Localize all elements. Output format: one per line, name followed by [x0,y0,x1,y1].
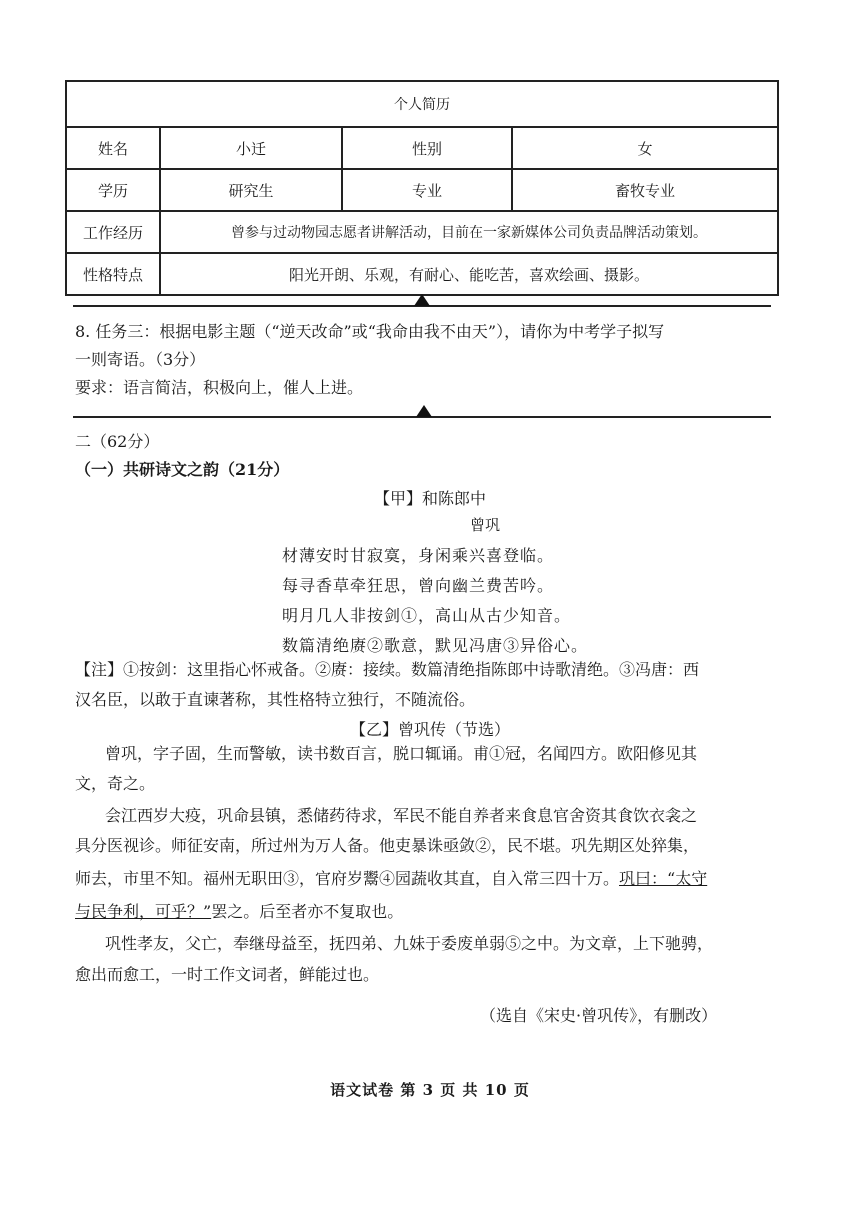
subsection-heading: （一）共研诗文之韵（21分） [75,460,290,479]
prose-p3-line1: 巩性孝友，父亡，奉继母益至，抚四弟、九妹于委废单弱⑤之中。为文章，上下驰骋， [105,934,714,953]
prose-p2-line3 [75,869,775,889]
source-citation: （选自《宋史·曾巩传》，有删改） [480,1006,718,1025]
underlined-quote-end: 与民争利，可乎？” [75,902,212,921]
major-label: 专业 [342,169,512,211]
task-requirement: 要求：语言简洁，积极向上，催人上进。 [75,378,364,397]
work-label: 工作经历 [66,211,160,253]
prose-p2-line1: 会江西岁大疫，巩命县镇，悉储药待求，军民不能自养者来食息官舍资其食饮衣衾之 [105,806,698,825]
triangle-icon [416,405,432,417]
poem-title: 【甲】和陈郎中 [373,489,486,508]
name-label: 姓名 [66,127,160,169]
page-footer: 语文试卷 第 3 页 共 10 页 [330,1081,530,1099]
education-label: 学历 [66,169,160,211]
note-line-2: 汉名臣，以敢于直谏著称，其性格特立独行，不随流俗。 [75,690,476,709]
trait-label: 性格特点 [66,253,160,295]
work-value: 曾参与过动物园志愿者讲解活动，目前在一家新媒体公司负责品牌活动策划。 [160,211,778,253]
prose-p2-line4-text: 罢之。后至者亦不复取也。 [211,902,404,921]
prose-p2-line2: 具分医视诊。师征安南，所过州为万人备。他吏暴诛亟敛②，民不堪。巩先期区处猝集， [75,836,700,855]
poem-line: 明月几人非按剑①，高山从古少知音。 [282,606,572,625]
prose-title: 【乙】曾巩传（节选） [349,720,510,739]
gender-label: 性别 [342,127,512,169]
trait-value: 阳光开朗、乐观，有耐心、能吃苦，喜欢绘画、摄影。 [160,253,778,295]
resume-table [65,80,779,296]
education-value: 研究生 [160,169,342,211]
prose-p3-line2: 愈出而愈工，一时工作文词者，鲜能过也。 [75,965,380,984]
underlined-quote-start: 巩曰：“太守 [619,869,708,888]
task-line-1: 8. 任务三：根据电影主题（“逆天改命”或“我命由我不由天”），请你为中考学子拟写 [75,322,665,341]
task-line-2: 一则寄语。（3分） [75,350,206,369]
gender-value: 女 [512,127,778,169]
name-value: 小迁 [160,127,342,169]
part-heading: 二（62分） [75,432,160,451]
prose-p2-line3-text: 师去，市里不知。福州无职田③，官府岁鬻④园蔬收其直，自入常三四十万。 [75,869,620,888]
note-line-1: 【注】①按剑：这里指心怀戒备。②赓：接续。数篇清绝指陈郎中诗歌清绝。③冯唐：西 [75,660,700,679]
poem-line: 数篇清绝赓②歌意，默见冯唐③异俗心。 [282,636,589,655]
resume-title: 个人简历 [66,81,778,127]
triangle-icon [414,294,430,306]
prose-p2-line4 [75,902,775,922]
major-value: 畜牧专业 [512,169,778,211]
prose-p1-line2: 文，奇之。 [75,774,156,793]
poem-line: 材薄安时甘寂寞，身闲乘兴喜登临。 [282,546,555,565]
poem-author: 曾巩 [470,516,501,534]
poem-line: 每寻香草牵狂思，曾向幽兰费苦吟。 [282,576,555,595]
prose-p1-line1: 曾巩，字子固，生而警敏，读书数百言，脱口辄诵。甫①冠，名闻四方。欧阳修见其 [105,744,698,763]
